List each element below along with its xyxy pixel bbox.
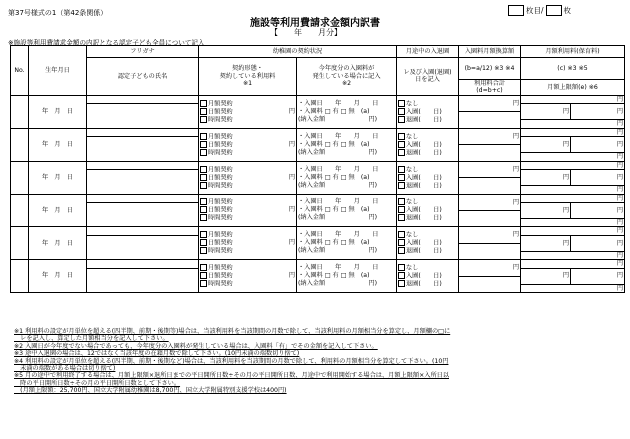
top-note: ※施設等利用費請求金額の内訳となる認定子ども全員について記入 [8, 39, 205, 47]
checkbox-icon[interactable] [398, 174, 405, 181]
month-subtitle: 【 年 月分】 [270, 28, 342, 37]
header-entrance: 今年度分の入園料が 発生している場合に記入 ※2 [297, 58, 397, 96]
fee-amount-cell[interactable]: 円 [521, 260, 625, 268]
contract-cell[interactable]: 月額契約 日額契約 円 時間契約 [199, 128, 297, 161]
checkbox-icon[interactable] [200, 100, 207, 107]
checkbox-icon[interactable] [398, 247, 405, 254]
mid-entry-cell[interactable]: なし 入園( 日) 退園( 日) [397, 227, 459, 260]
header-furigana: フリガナ [87, 46, 199, 58]
checkbox-icon[interactable] [200, 231, 207, 238]
header-fee-formula: (c) ※3 ※5 [521, 58, 625, 80]
table-row [11, 260, 625, 268]
contract-cell[interactable]: 月額契約 日額契約 円 時間契約 [199, 260, 297, 293]
row-no-cell [11, 161, 29, 194]
checkbox-icon[interactable] [200, 239, 207, 246]
checkbox-icon[interactable] [398, 141, 405, 148]
claim-amount-cell[interactable]: 円 [521, 284, 625, 292]
dob-cell[interactable]: 年 月 日 [29, 95, 87, 128]
checkbox-icon[interactable] [200, 264, 207, 271]
checkbox-icon[interactable] [398, 116, 405, 123]
fee-amount-cell[interactable]: 円 [521, 194, 625, 202]
checkbox-icon[interactable] [200, 133, 207, 140]
contract-cell[interactable]: 月額契約 日額契約 円 時間契約 [199, 194, 297, 227]
checkbox-icon[interactable] [398, 198, 405, 205]
mid-entry-cell[interactable]: なし 入園( 日) 退園( 日) [397, 194, 459, 227]
claim-amount-cell[interactable]: 円 [521, 153, 625, 161]
total-sub-cell[interactable] [459, 276, 521, 292]
table-row [11, 227, 625, 235]
furigana-cell[interactable] [87, 95, 199, 103]
monthly-amount-cell[interactable]: 円 [459, 227, 521, 243]
dob-cell[interactable]: 年 月 日 [29, 161, 87, 194]
footnote-line: (月額上限額：25,700円、国立大学附属幼稚園は8,700円、国立大学附属特別支援学校は400円) [14, 387, 287, 395]
child-name-cell[interactable] [87, 235, 199, 259]
footnote-line: レを記入し、算定した月額相当分を記入して下さい。 [14, 335, 169, 343]
checkbox-icon[interactable] [398, 214, 405, 221]
footnotes [14, 328, 626, 395]
fee-amount-cell[interactable]: 円 [521, 227, 625, 235]
row-no-cell [11, 194, 29, 227]
furigana-cell[interactable] [87, 227, 199, 235]
fee-amount-cell[interactable]: 円 [521, 161, 625, 169]
total-amount-cell[interactable]: 円 [521, 137, 571, 153]
total-amount-cell[interactable]: 円 [521, 268, 571, 284]
table-row [11, 194, 625, 202]
checkbox-icon[interactable] [200, 280, 207, 287]
table-row [11, 161, 625, 169]
entrance-cell[interactable]: ・入園日 年 月 日 ・入園料 □ 有 □ 無 (a) (納入金額 円) [297, 161, 397, 194]
form-number: 第37号様式の1（第42条関係） [8, 9, 108, 17]
total-sub-cell[interactable] [459, 112, 521, 128]
table-row [11, 128, 625, 136]
checkbox-icon[interactable] [398, 272, 405, 279]
header-total: 利用料合計 (d=b+c) [459, 80, 521, 96]
limit-amount-cell[interactable]: 円 [571, 170, 625, 186]
checkbox-icon[interactable] [200, 198, 207, 205]
monthly-amount-cell[interactable]: 円 [459, 260, 521, 276]
fee-amount-cell[interactable]: 円 [521, 95, 625, 103]
child-name-cell[interactable] [87, 268, 199, 292]
footnote-line: ※4 利用料の設定が月単位を超える(四半期、前期・後期など)場合は、当該利用料を当該期間の月数で除して、利用料の月額相当分を算定して下さい。(10円 [14, 357, 449, 365]
header-mid-entry: 月途中の入退園 [397, 46, 459, 58]
entrance-cell[interactable]: ・入園日 年 月 日 ・入園料 □ 有 □ 無 (a) (納入金額 円) [297, 227, 397, 260]
header-limit: 月額上限額(e) ※6 [521, 80, 625, 96]
claim-amount-cell[interactable]: 円 [521, 186, 625, 194]
limit-amount-cell[interactable]: 円 [571, 104, 625, 120]
dob-cell[interactable]: 年 月 日 [29, 227, 87, 260]
total-sub-cell[interactable] [459, 178, 521, 194]
claim-amount-cell[interactable]: 円 [521, 120, 625, 128]
checkbox-icon[interactable] [200, 116, 207, 123]
header-monthly-formula: (b=a/12) ※3 ※4 [459, 58, 521, 80]
header-name: 認定子どもの氏名 [87, 58, 199, 96]
row-no-cell [11, 260, 29, 293]
total-amount-cell[interactable]: 円 [521, 170, 571, 186]
checkbox-icon[interactable] [398, 166, 405, 173]
row-no-cell [11, 128, 29, 161]
row-no-cell [11, 95, 29, 128]
checkbox-icon[interactable] [398, 182, 405, 189]
limit-amount-cell[interactable]: 円 [571, 137, 625, 153]
child-name-cell[interactable] [87, 137, 199, 161]
header-kinder-status: 幼稚園の契約状況 [199, 46, 397, 58]
entrance-cell[interactable]: ・入園日 年 月 日 ・入園料 □ 有 □ 無 (a) (納入金額 円) [297, 128, 397, 161]
mid-entry-cell[interactable]: なし 入園( 日) 退園( 日) [397, 95, 459, 128]
entrance-cell[interactable]: ・入園日 年 月 日 ・入園料 □ 有 □ 無 (a) (納入金額 円) [297, 260, 397, 293]
dob-cell[interactable]: 年 月 日 [29, 128, 87, 161]
header-contract-form: 契約形態・ 契約している利用料 ※1 [199, 58, 297, 96]
checkbox-icon[interactable] [200, 272, 207, 279]
mid-entry-cell[interactable]: なし 入園( 日) 退園( 日) [397, 161, 459, 194]
footnote-line: 未満の端数がある場合は切り捨て) [14, 365, 116, 373]
checkbox-icon[interactable] [398, 108, 405, 115]
total-amount-cell[interactable]: 円 [521, 104, 571, 120]
checkbox-icon[interactable] [200, 149, 207, 156]
total-sub-cell[interactable] [459, 145, 521, 161]
header-monthly: 入園料月額換算額 [459, 46, 521, 58]
checkbox-icon[interactable] [398, 149, 405, 156]
mid-entry-cell[interactable]: なし 入園( 日) 退園( 日) [397, 260, 459, 293]
monthly-amount-cell[interactable]: 円 [459, 194, 521, 210]
total-sub-cell[interactable] [459, 210, 521, 226]
footnote-line: ※5 月の途中で利用終了する場合は、月額上限額×退所日までの平日開所日数÷その月の平日開所日数、月途中で利用開始する場合は、月額上限額×入所日以 [14, 372, 450, 380]
checkbox-icon[interactable] [398, 100, 405, 107]
checkbox-icon[interactable] [398, 133, 405, 140]
child-name-cell[interactable] [87, 104, 199, 128]
entrance-cell[interactable]: ・入園日 年 月 日 ・入園料 □ 有 □ 無 (a) (納入金額 円) [297, 194, 397, 227]
footnote-line: 降の平日開所日数÷その月の平日開所日数として下さい。 [14, 379, 181, 387]
checkbox-icon[interactable] [200, 141, 207, 148]
monthly-amount-cell[interactable]: 円 [459, 95, 521, 111]
contract-cell[interactable]: 月額契約 日額契約 円 時間契約 [199, 161, 297, 194]
footnote-line: ※3 途中入退園の場合は、12ではなく当該年度の在籍月数で除して下さい。(10円未満の端数切り捨て) [14, 350, 300, 358]
header-mid-entry-detail: レ及び入園(退園) 日を記入 [397, 58, 459, 96]
header-no: No. [11, 46, 29, 96]
furigana-cell[interactable] [87, 194, 199, 202]
footnote-line: ※1 利用料の設定が月単位を超える(四半期、前期・後期等)場合は、当該利用料を当該期間の月数で除して、当該利用料の月額相当分を算定し、月額欄の□に [14, 328, 451, 335]
total-amount-cell[interactable]: 円 [521, 235, 571, 251]
total-sub-cell[interactable] [459, 243, 521, 259]
checkbox-icon[interactable] [398, 239, 405, 246]
fee-amount-cell[interactable]: 円 [521, 128, 625, 136]
claim-amount-cell[interactable]: 円 [521, 251, 625, 259]
furigana-cell[interactable] [87, 161, 199, 169]
total-amount-cell[interactable]: 円 [521, 202, 571, 218]
contract-cell[interactable]: 月額契約 日額契約 円 時間契約 [199, 95, 297, 128]
checkbox-icon[interactable] [200, 108, 207, 115]
furigana-cell[interactable] [87, 128, 199, 136]
checkbox-icon[interactable] [398, 264, 405, 271]
contract-cell[interactable]: 月額契約 日額契約 円 時間契約 [199, 227, 297, 260]
footnote-line: ※2 入園日が今年度でない場合であっても、今年度分の入園料が発生している場合は、入園料「有」でその金額を記入して下さい。 [14, 342, 378, 350]
checkbox-icon[interactable] [200, 174, 207, 181]
monthly-amount-cell[interactable]: 円 [459, 128, 521, 144]
page-total-label: 枚 [563, 6, 572, 15]
checkbox-icon[interactable] [200, 166, 207, 173]
checkbox-icon[interactable] [200, 214, 207, 221]
claim-amount-cell[interactable]: 円 [521, 218, 625, 226]
limit-amount-cell[interactable]: 円 [571, 202, 625, 218]
mid-entry-cell[interactable]: なし 入園( 日) 退園( 日) [397, 128, 459, 161]
furigana-cell[interactable] [87, 260, 199, 268]
claim-detail-table [10, 45, 625, 293]
dob-cell[interactable]: 年 月 日 [29, 260, 87, 293]
checkbox-icon[interactable] [200, 182, 207, 189]
child-name-cell[interactable] [87, 202, 199, 226]
checkbox-icon[interactable] [398, 231, 405, 238]
table-row [11, 95, 625, 103]
limit-amount-cell[interactable]: 円 [571, 235, 625, 251]
header-fee: 月額利用料(保育料) [521, 46, 625, 58]
child-name-cell[interactable] [87, 170, 199, 194]
page-title: 施設等利用費請求金額内訳書 [250, 18, 380, 29]
checkbox-icon[interactable] [398, 280, 405, 287]
checkbox-icon[interactable] [398, 206, 405, 213]
checkbox-icon[interactable] [200, 206, 207, 213]
dob-cell[interactable]: 年 月 日 [29, 194, 87, 227]
row-no-cell [11, 227, 29, 260]
limit-amount-cell[interactable]: 円 [571, 268, 625, 284]
entrance-cell[interactable]: ・入園日 年 月 日 ・入園料 □ 有 □ 無 (a) (納入金額 円) [297, 95, 397, 128]
monthly-amount-cell[interactable]: 円 [459, 161, 521, 177]
page-of-label: 枚目/ [526, 6, 544, 15]
header-dob: 生年月日 [29, 46, 87, 96]
checkbox-icon[interactable] [200, 247, 207, 254]
